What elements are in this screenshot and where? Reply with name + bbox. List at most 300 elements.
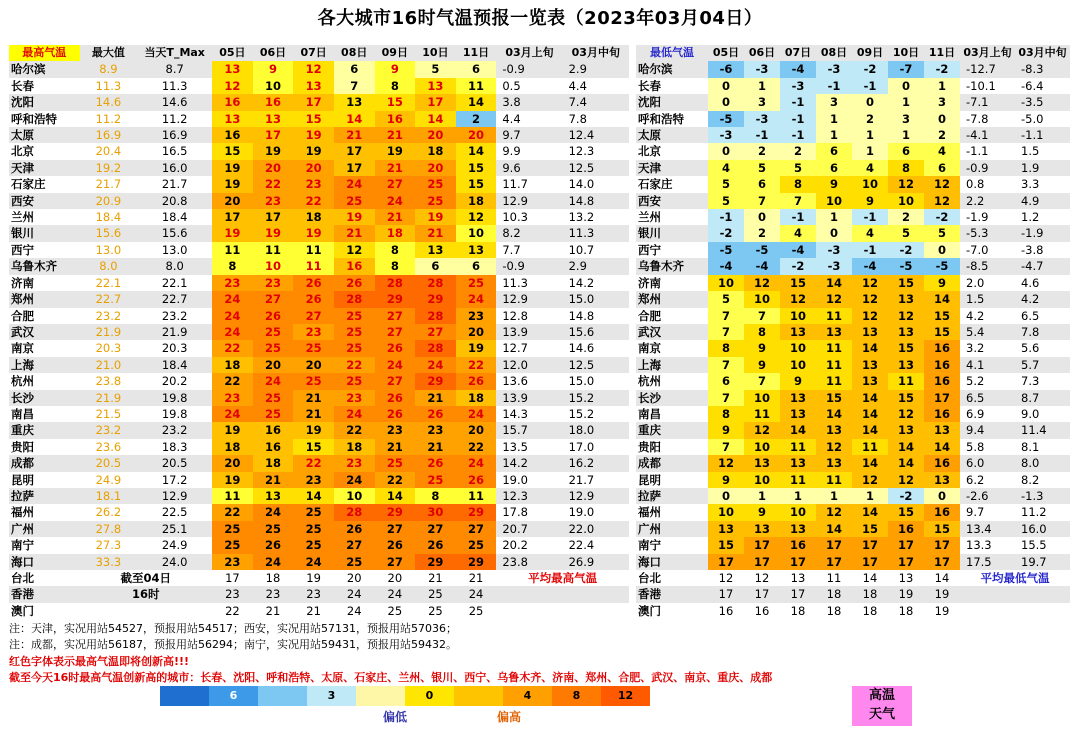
- forecast-low-cell: 16: [924, 406, 960, 422]
- forecast-low-cell: 9: [780, 373, 816, 389]
- forecast-high-cell: 25: [375, 455, 416, 471]
- record-max-value: 20.9: [80, 193, 138, 209]
- forecast-high-cell: 6: [456, 258, 497, 274]
- forecast-high-cell: 15: [456, 160, 497, 176]
- forecast-high-cell: 22: [293, 193, 334, 209]
- max-table-row: [9, 127, 629, 143]
- record-max-value: 21.7: [95, 177, 122, 192]
- forecast-high-cell: 23: [334, 390, 375, 406]
- low-early-month-avg: 9.4: [960, 422, 1015, 438]
- forecast-high-cell: 18: [293, 209, 334, 225]
- city-name: 拉萨: [636, 488, 708, 504]
- forecast-high-cell: 25: [428, 603, 443, 618]
- city-name: 合肥: [638, 308, 661, 323]
- forecast-low-cell: 5: [780, 160, 816, 176]
- forecast-low-cell: 4: [708, 160, 744, 176]
- avg-high-note: 平均最高气温: [528, 571, 598, 585]
- max-header-9: 11日: [456, 45, 497, 61]
- forecast-low-cell: 18: [816, 586, 852, 602]
- forecast-high-cell: 20: [253, 160, 294, 176]
- forecast-high-cell: 25: [293, 504, 334, 520]
- forecast-high-cell: 15: [293, 439, 334, 455]
- forecast-high-cell: 15: [293, 111, 334, 127]
- extra-row-label: 16时: [80, 586, 213, 602]
- forecast-high-cell: 25: [293, 521, 334, 537]
- forecast-high-cell: 28: [334, 291, 375, 307]
- forecast-low-cell: 10: [744, 472, 780, 488]
- forecast-high-cell: 29: [456, 554, 497, 570]
- forecast-high-cell: 21: [428, 571, 443, 585]
- hot-label-2: 天气: [868, 707, 895, 722]
- forecast-high-cell: 28: [334, 504, 375, 520]
- forecast-low-cell: -1: [708, 209, 744, 225]
- page-title: 各大城市16时气温预报一览表（2023年03月04日）: [317, 8, 763, 29]
- city-name: 呼和浩特: [11, 111, 57, 126]
- forecast-high-cell: 28: [375, 275, 416, 291]
- extra-row-label: [80, 603, 213, 619]
- low-early-month-avg: 5.4: [960, 324, 1015, 340]
- forecast-high-cell: 24: [456, 291, 497, 307]
- max-header-5: 07日: [293, 45, 334, 61]
- forecast-low-cell: 10: [708, 504, 744, 520]
- avg-high-note: [496, 586, 629, 602]
- legend-tick-label: 3: [327, 689, 336, 702]
- forecast-high-cell: 17: [225, 571, 240, 585]
- mid-month-avg: 2.9: [563, 258, 629, 274]
- forecast-high-cell: 16: [253, 439, 294, 455]
- forecast-high-cell: 25: [334, 340, 375, 356]
- forecast-low-cell: 11: [744, 406, 780, 422]
- max-table-row: [9, 291, 629, 307]
- today-max-value: 22.5: [161, 505, 188, 520]
- forecast-high-cell: 27: [456, 521, 497, 537]
- record-max-value: 23.8: [95, 374, 122, 389]
- record-warning-note: 红色字体表示最高气温即将创新高!!!: [9, 655, 190, 668]
- forecast-low-cell: 13: [816, 455, 852, 471]
- city-name: 杭州: [638, 374, 661, 389]
- record-max-value: 23.2: [80, 422, 138, 438]
- early-month-avg: 7.7: [502, 242, 521, 257]
- forecast-high-cell: 24: [293, 554, 334, 570]
- record-max-value: 15.6: [80, 225, 138, 241]
- forecast-low-cell: 15: [780, 275, 816, 291]
- max-extra-row: [9, 570, 629, 586]
- forecast-high-cell: 23: [212, 554, 253, 570]
- max-table-row: [9, 61, 629, 77]
- early-month-avg: 14.3: [502, 406, 528, 421]
- forecast-low-cell: -1: [780, 111, 816, 127]
- forecast-high-cell: 26: [415, 406, 456, 422]
- forecast-high-cell: 22: [334, 357, 375, 373]
- forecast-high-cell: 13: [334, 94, 375, 110]
- min-table-row: [636, 61, 1070, 77]
- low-mid-month-avg: -3.8: [1021, 242, 1044, 257]
- mid-month-avg: 15.2: [568, 406, 595, 421]
- forecast-high-cell: 21: [415, 225, 456, 241]
- today-max-value: 16.0: [137, 160, 212, 176]
- forecast-low-cell: 13: [852, 324, 888, 340]
- forecast-low-cell: 17: [852, 554, 888, 570]
- low-early-month-avg: 6.0: [960, 455, 1015, 471]
- forecast-low-cell: -1: [780, 94, 816, 110]
- legend-swatch: [601, 686, 650, 706]
- max-table-row: [9, 373, 629, 389]
- today-max-value: 12.9: [137, 488, 212, 504]
- max-table-row: [9, 390, 629, 406]
- forecast-low-cell: 14: [888, 455, 924, 471]
- forecast-high-cell: 23: [212, 275, 253, 291]
- city-name: 福州: [638, 505, 661, 520]
- forecast-low-cell: 2: [852, 111, 888, 127]
- avg-low-note: [960, 603, 1070, 619]
- forecast-high-cell: 24: [456, 455, 497, 471]
- forecast-low-cell: 14: [816, 275, 852, 291]
- forecast-high-cell: 22: [253, 176, 294, 192]
- record-max-value: 21.9: [80, 324, 138, 340]
- today-max-value: 22.7: [137, 291, 212, 307]
- low-early-month-avg: 5.8: [966, 439, 985, 454]
- forecast-high-cell: 14: [456, 94, 497, 110]
- min-table-row: [636, 422, 1070, 438]
- forecast-high-cell: 25: [415, 472, 456, 488]
- low-early-month-avg: 3.2: [966, 341, 985, 356]
- city-name: 南昌: [11, 406, 34, 421]
- early-month-avg: 19.0: [502, 472, 528, 487]
- city-name: 昆明: [11, 472, 34, 487]
- forecast-low-cell: 14: [780, 422, 816, 438]
- low-early-month-avg: -12.7: [960, 61, 1015, 77]
- city-name: 太原: [636, 127, 708, 143]
- avg-high-note: [496, 603, 629, 619]
- forecast-high-cell: 19: [456, 340, 497, 356]
- record-max-value: 11.3: [95, 78, 122, 93]
- forecast-low-cell: 17: [708, 554, 744, 570]
- forecast-low-cell: 11: [816, 472, 852, 488]
- mid-month-avg: 12.5: [563, 357, 629, 373]
- forecast-low-cell: 13: [780, 406, 816, 422]
- forecast-high-cell: 21: [306, 603, 321, 618]
- low-mid-month-avg: 5.7: [1015, 357, 1070, 373]
- forecast-low-cell: 17: [744, 537, 780, 553]
- legend-tick-label: 12: [617, 689, 634, 702]
- forecast-low-cell: 14: [852, 390, 888, 406]
- forecast-high-cell: 26: [334, 521, 375, 537]
- record-max-value: 13.0: [95, 242, 122, 257]
- forecast-low-cell: 4: [852, 225, 888, 241]
- record-max-value: 23.6: [95, 439, 122, 454]
- forecast-low-cell: 2: [924, 127, 960, 143]
- legend-tick-label: 4: [523, 689, 532, 702]
- forecast-low-cell: 17: [888, 537, 924, 553]
- forecast-high-cell: 29: [456, 504, 497, 520]
- forecast-high-cell: 18: [212, 439, 253, 455]
- forecast-high-cell: 22: [225, 603, 240, 618]
- city-name: 济南: [11, 275, 34, 290]
- forecast-high-cell: 19: [212, 160, 253, 176]
- min-extra-row: [636, 570, 1070, 586]
- forecast-low-cell: 2: [744, 143, 780, 159]
- today-max-value: 20.2: [161, 374, 188, 389]
- forecast-high-cell: 13: [253, 488, 294, 504]
- early-month-avg: -0.9: [496, 258, 562, 274]
- forecast-low-cell: 7: [708, 324, 744, 340]
- early-month-avg: 13.6: [502, 374, 528, 389]
- min-header-7: 11日: [924, 45, 960, 61]
- forecast-low-cell: -4: [780, 61, 816, 77]
- max-table-row: [9, 225, 629, 241]
- forecast-high-cell: 24: [334, 176, 375, 192]
- forecast-high-cell: 23: [253, 586, 294, 602]
- forecast-low-cell: 14: [934, 571, 950, 585]
- forecast-low-cell: 17: [924, 537, 960, 553]
- forecast-high-cell: 23: [253, 193, 294, 209]
- low-mid-month-avg: -3.5: [1015, 94, 1070, 110]
- min-header-0: 最低气温: [636, 45, 708, 61]
- forecast-high-cell: 18: [456, 193, 497, 209]
- city-name: 太原: [9, 127, 80, 143]
- today-max-value: 20.8: [137, 193, 212, 209]
- mid-month-avg: 12.9: [563, 488, 629, 504]
- forecast-low-cell: 12: [816, 439, 852, 455]
- forecast-low-cell: 7: [780, 193, 816, 209]
- forecast-low-cell: 9: [852, 193, 888, 209]
- forecast-high-cell: 29: [375, 504, 416, 520]
- forecast-high-cell: 22: [212, 340, 253, 356]
- min-table-row: [636, 472, 1070, 488]
- forecast-high-cell: 24: [415, 357, 456, 373]
- forecast-low-cell: 2: [888, 209, 924, 225]
- forecast-high-cell: 21: [253, 472, 294, 488]
- forecast-high-cell: 25: [253, 340, 294, 356]
- today-max-value: 13.0: [161, 242, 188, 257]
- forecast-low-cell: 0: [852, 94, 888, 110]
- forecast-low-cell: 10: [744, 390, 780, 406]
- forecast-low-cell: 1: [888, 94, 924, 110]
- forecast-high-cell: 23: [293, 324, 334, 340]
- forecast-low-cell: 13: [924, 472, 960, 488]
- low-early-month-avg: 6.5: [960, 390, 1015, 406]
- forecast-low-cell: 17: [744, 586, 780, 602]
- early-month-avg: 13.9: [496, 324, 562, 340]
- city-name: 杭州: [11, 374, 34, 389]
- city-name: 武汉: [9, 324, 80, 340]
- record-max-value: 16.9: [80, 127, 138, 143]
- low-mid-month-avg: 7.8: [1015, 324, 1070, 340]
- station-note-1: 注：天津，实况用站54527，预报用站54517；西安，实况用站57131，预报用站57036；: [9, 622, 457, 635]
- min-table-row: [636, 160, 1070, 176]
- forecast-high-cell: 21: [375, 439, 416, 455]
- forecast-high-cell: 21: [265, 603, 281, 618]
- today-max-value: 8.7: [137, 61, 212, 77]
- forecast-high-cell: 2: [456, 111, 497, 127]
- forecast-low-cell: -4: [852, 258, 888, 274]
- city-name: 重庆: [636, 422, 708, 438]
- forecast-high-cell: 16: [334, 258, 375, 274]
- forecast-high-cell: 21: [293, 390, 334, 406]
- today-max-value: 17.2: [161, 472, 188, 487]
- forecast-low-cell: 13: [780, 455, 816, 471]
- forecast-high-cell: 21: [415, 390, 456, 406]
- forecast-high-cell: 28: [415, 340, 456, 356]
- forecast-high-cell: 10: [253, 78, 294, 94]
- forecast-high-cell: 8: [375, 78, 416, 94]
- forecast-high-cell: 19: [415, 209, 456, 225]
- legend-swatch: [503, 686, 552, 706]
- forecast-high-cell: 28: [415, 308, 456, 324]
- max-header-10: 03月上旬: [496, 45, 562, 61]
- forecast-low-cell: 14: [852, 406, 888, 422]
- forecast-low-cell: 12: [888, 176, 924, 192]
- forecast-low-cell: 1: [852, 143, 888, 159]
- forecast-low-cell: -3: [780, 78, 816, 94]
- early-month-avg: 8.2: [496, 225, 562, 241]
- forecast-low-cell: 4: [852, 160, 888, 176]
- forecast-high-cell: 15: [456, 176, 497, 192]
- forecast-low-cell: -3: [744, 61, 780, 77]
- forecast-low-cell: 3: [924, 94, 960, 110]
- mid-month-avg: 21.7: [568, 472, 595, 487]
- mid-month-avg: 10.7: [568, 242, 595, 257]
- low-mid-month-avg: 4.6: [1021, 275, 1040, 290]
- early-month-avg: 20.7: [496, 521, 562, 537]
- min-table-row: [636, 291, 1070, 307]
- max-table-row: [9, 275, 629, 291]
- record-max-value: 21.0: [80, 357, 138, 373]
- forecast-low-cell: -1: [780, 127, 816, 143]
- mid-month-avg: 15.0: [568, 374, 595, 389]
- forecast-low-cell: 16: [924, 455, 960, 471]
- today-max-value: 8.0: [137, 258, 212, 274]
- today-max-value: 14.6: [137, 94, 212, 110]
- city-name: 南昌: [638, 406, 661, 421]
- record-cities-note: 截至今天16时最高气温创新高的城市：长春、沈阳、呼和浩特、太原、石家庄、兰州、银川、西宁、乌鲁木齐、济南、郑州、合肥、武汉、南京、重庆、成都: [9, 671, 773, 684]
- mid-month-avg: 12.4: [563, 127, 629, 143]
- record-max-value: 21.5: [95, 406, 122, 421]
- legend-low-label: 偏低: [383, 710, 408, 724]
- forecast-high-cell: 26: [293, 291, 334, 307]
- mid-month-avg: 12.5: [563, 160, 629, 176]
- min-table-row: [636, 176, 1070, 192]
- forecast-low-cell: 1: [816, 111, 852, 127]
- min-table-row: [636, 455, 1070, 471]
- record-max-value: 18.1: [80, 488, 138, 504]
- forecast-low-cell: 16: [718, 603, 734, 618]
- forecast-low-cell: 15: [816, 390, 852, 406]
- city-name: 上海: [636, 357, 708, 373]
- forecast-low-cell: 16: [924, 340, 960, 356]
- forecast-low-cell: 8: [888, 160, 924, 176]
- forecast-high-cell: 24: [375, 357, 416, 373]
- min-table-row: [636, 406, 1070, 422]
- mid-month-avg: 15.2: [563, 390, 629, 406]
- record-max-value: 22.1: [95, 275, 122, 290]
- max-table-row: [9, 554, 629, 570]
- forecast-high-cell: 21: [375, 127, 416, 143]
- max-table-row: [9, 357, 629, 373]
- forecast-high-cell: 19: [212, 176, 253, 192]
- min-table-row: [636, 111, 1070, 127]
- today-max-value: 16.9: [137, 127, 212, 143]
- city-name: 重庆: [9, 422, 80, 438]
- station-note-2: 注：成都，实况用站56187，预报用站56294；南宁，实况用站59431，预报用站59432。: [9, 638, 457, 651]
- record-max-value: 18.4: [95, 210, 122, 225]
- today-max-value: 16.5: [161, 144, 188, 159]
- forecast-low-cell: 5: [744, 160, 780, 176]
- low-mid-month-avg: 9.0: [1021, 406, 1040, 421]
- city-name: 兰州: [11, 210, 34, 225]
- forecast-low-cell: 12: [816, 504, 852, 520]
- city-name: 郑州: [9, 291, 80, 307]
- forecast-low-cell: -5: [708, 242, 744, 258]
- forecast-high-cell: 12: [456, 209, 497, 225]
- forecast-low-cell: 10: [816, 193, 852, 209]
- forecast-high-cell: 25: [456, 537, 497, 553]
- forecast-low-cell: 0: [744, 209, 780, 225]
- forecast-low-cell: 15: [708, 537, 744, 553]
- forecast-low-cell: 5: [708, 176, 744, 192]
- forecast-high-cell: 18: [265, 571, 281, 585]
- forecast-low-cell: 9: [708, 422, 744, 438]
- today-max-value: 25.1: [137, 521, 212, 537]
- city-name: 武汉: [636, 324, 708, 340]
- hot-label-1: 高温: [868, 688, 895, 703]
- min-header-5: 09日: [852, 45, 888, 61]
- record-max-value: 14.6: [80, 94, 138, 110]
- forecast-high-cell: 14: [456, 143, 497, 159]
- forecast-high-cell: 19: [212, 472, 253, 488]
- min-header-8: 03月上旬: [960, 45, 1015, 61]
- forecast-high-cell: 27: [375, 373, 416, 389]
- max-table-row: [9, 111, 629, 127]
- forecast-low-cell: 1: [852, 488, 888, 504]
- forecast-low-cell: -5: [924, 258, 960, 274]
- forecast-low-cell: 17: [924, 554, 960, 570]
- early-month-avg: 10.3: [502, 210, 528, 225]
- forecast-low-cell: 18: [826, 603, 842, 618]
- forecast-high-cell: 25: [334, 193, 375, 209]
- early-month-avg: -0.9: [496, 61, 562, 77]
- record-max-value: 22.7: [80, 291, 138, 307]
- low-mid-month-avg: -4.7: [1015, 258, 1070, 274]
- max-table-row: [9, 308, 629, 324]
- low-early-month-avg: -5.3: [960, 225, 1015, 241]
- forecast-low-cell: 14: [924, 291, 960, 307]
- city-name: 海口: [9, 554, 80, 570]
- forecast-low-cell: -4: [708, 258, 744, 274]
- forecast-low-cell: -4: [744, 258, 780, 274]
- low-mid-month-avg: -1.3: [1015, 488, 1070, 504]
- min-temp-table: [636, 45, 1070, 619]
- forecast-high-cell: 24: [212, 308, 253, 324]
- high-temp-legend-box: [852, 686, 912, 726]
- mid-month-avg: 14.8: [563, 193, 629, 209]
- today-max-value: 23.2: [161, 308, 188, 323]
- forecast-high-cell: 6: [334, 61, 375, 77]
- forecast-low-cell: 8: [708, 406, 744, 422]
- min-table-row: [636, 439, 1070, 455]
- forecast-low-cell: 13: [816, 422, 852, 438]
- forecast-low-cell: 13: [888, 357, 924, 373]
- forecast-low-cell: 16: [924, 357, 960, 373]
- max-header-8: 10日: [415, 45, 456, 61]
- low-early-month-avg: 17.5: [960, 554, 1015, 570]
- forecast-high-cell: 23: [375, 422, 416, 438]
- forecast-high-cell: 21: [293, 406, 334, 422]
- forecast-low-cell: 11: [780, 472, 816, 488]
- low-mid-month-avg: 1.9: [1015, 160, 1070, 176]
- forecast-low-cell: 5: [924, 225, 960, 241]
- forecast-low-cell: 16: [780, 537, 816, 553]
